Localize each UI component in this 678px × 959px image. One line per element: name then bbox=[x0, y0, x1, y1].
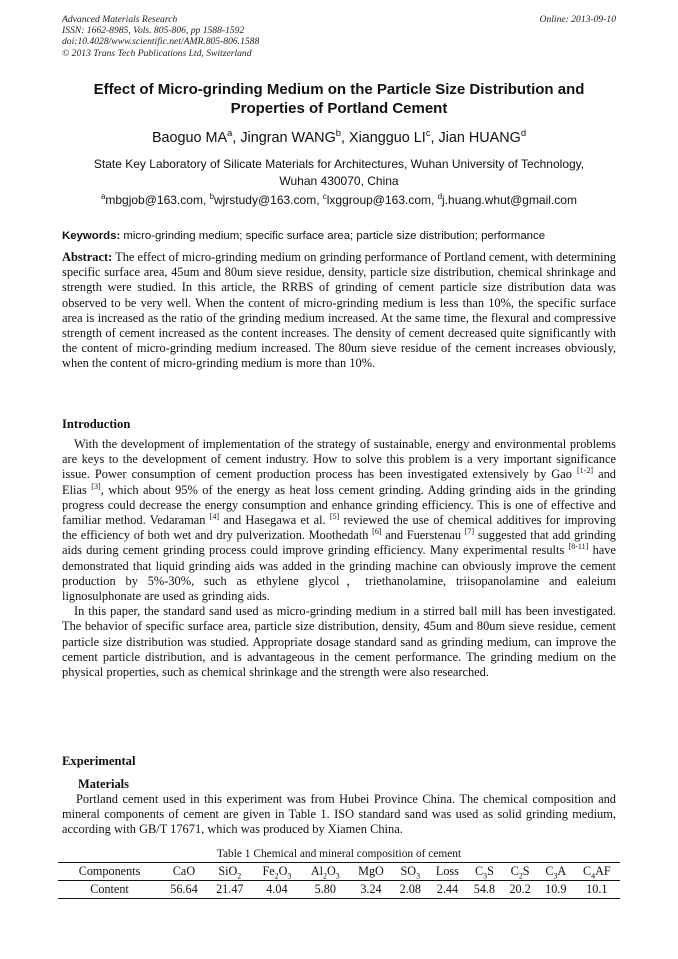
column-header: Loss bbox=[428, 863, 467, 881]
author-sup: d bbox=[520, 128, 527, 139]
email-address[interactable]: j.huang.whut@gmail.com bbox=[442, 193, 577, 207]
table-row bbox=[58, 881, 620, 899]
author-sup: a bbox=[227, 128, 233, 139]
citation: [6] bbox=[372, 527, 382, 537]
table-header-row bbox=[58, 863, 620, 881]
author-list: Baoguo $MA^a$, Jingran WANG$^b$, Xiangguo $LI^c$, Jian HUANG$^d$ bbox=[151, 128, 527, 146]
intro-text: suggested that add grinding aids during cement grinding process could improve grinding efficiency. Many experimental results bbox=[62, 528, 616, 558]
intro-text: and Elias bbox=[62, 467, 616, 497]
email-sup: b bbox=[209, 192, 214, 201]
column-header: $SO_3$ bbox=[392, 863, 428, 881]
column-header: $C_2S$ bbox=[502, 863, 538, 881]
journal-header bbox=[62, 14, 616, 59]
affiliation bbox=[62, 156, 616, 190]
column-header: $Al_2O_3$ bbox=[301, 863, 349, 881]
email-address[interactable]: lxggroup@163.com bbox=[326, 193, 432, 207]
table-cell: 5.80 bbox=[301, 881, 349, 899]
column-header: SiO$_2$ bbox=[207, 863, 253, 881]
intro-text: reviewed the use of chemical additives for improving the efficiency of both wet and dry pulverization. Moothedath bbox=[62, 513, 616, 543]
copyright-line: © 2013 Trans Tech Publications Ltd, Switzerland bbox=[62, 47, 252, 59]
introduction-heading: Introduction bbox=[62, 417, 131, 431]
email-address[interactable]: mbgjob@163.com bbox=[105, 193, 203, 207]
experimental-heading: Experimental bbox=[62, 754, 136, 768]
citation: [8-11] bbox=[568, 542, 589, 552]
affiliation-line-2: Wuhan 430070, China bbox=[279, 174, 399, 188]
column-header: $C_3S$ bbox=[467, 863, 503, 881]
keywords bbox=[62, 228, 616, 244]
affiliation-line-1: State Key Laboratory of Silicate Materials for Architectures, Wuhan University of Technology, bbox=[93, 157, 585, 171]
column-header: $C_3A$ bbox=[538, 863, 574, 881]
citation: [4] bbox=[209, 511, 220, 521]
intro-text: With the development of implementation of the strategy of sustainable, energy and environmental problems are keys to the development of cement industry. How to solve this problem is a very important significance issue. Power consumption of cement production process has been investigated extensively by Gao bbox=[62, 437, 616, 482]
column-header: $C_4AF$ bbox=[574, 863, 620, 881]
intro-paragraph-1 bbox=[62, 437, 616, 604]
author-name: Jian HUANG bbox=[438, 130, 521, 146]
table-cell: 54.8 bbox=[467, 881, 503, 899]
row-label: Content bbox=[58, 881, 161, 899]
table-cell: 2.08 bbox=[392, 881, 428, 899]
citation: [3] bbox=[91, 481, 101, 491]
email-sup: d bbox=[437, 192, 443, 201]
author-name: Baoguo MA bbox=[151, 130, 228, 146]
table-cell: 3.24 bbox=[349, 881, 392, 899]
table-cell: 10.1 bbox=[574, 881, 620, 899]
intro-paragraph-2: In this paper, the standard sand used as micro-grinding medium in a stirred ball mill has been investigated. The behavior of specific surface area, particle size distribution, density, 45um and 80um sieve residue, cement particle size distribution was studied. Appropriate dosage standard sand as grinding medium, can improve the cement particle distribution, and is advantageous in the cement performance. The grinding medium on the physical properties, such as chemical shrinkage and the strength were also researched. bbox=[62, 604, 616, 680]
intro-text: and Fuerstenau bbox=[385, 528, 462, 543]
table-cell: 56.64 bbox=[161, 881, 207, 899]
citation: [5] bbox=[329, 511, 340, 521]
table-cell: 4.04 bbox=[253, 881, 301, 899]
abstract bbox=[62, 250, 616, 372]
doi-line: doi:10.4028/www.scientific.net/AMR.805-806.1588 bbox=[62, 36, 260, 48]
abstract-text: The effect of micro-grinding medium on grinding performance of Portland cement, with determining specific surface area, 45um and 80um sieve residue, density, particle size distribution, chemical shrinkage and strength were studied. In this article, the RRBS of grinding of cement particle size distribution data was observed to be very well. When the content of micro-grinding medium is less than 10%, the specific surface area is increased as the ratio of the grinding medium increased. At the same time, the flexural and compressive strength of cement increased as the content increases. The density of cement decreased quite significantly with the content of micro-grinding medium increased. The 80um sieve residue of the cement increases obviously, when the content of micro-grinding medium is more than 10%. bbox=[62, 250, 616, 371]
composition-table bbox=[58, 862, 620, 899]
table-cell: 21.47 bbox=[207, 881, 253, 899]
paper-title bbox=[62, 80, 616, 118]
row-label: Components bbox=[58, 863, 161, 881]
author-name: Xiangguo LI bbox=[348, 130, 426, 146]
table-cell: 20.2 bbox=[502, 881, 538, 899]
materials-subheading: Materials bbox=[78, 777, 129, 791]
column-header: CaO bbox=[161, 863, 207, 881]
author-sup: c bbox=[425, 128, 431, 139]
citation: [7] bbox=[464, 527, 475, 537]
column-header: MgO bbox=[349, 863, 392, 881]
title-line-1: Effect of Micro-grinding Medium on the Particle Size Distribution and bbox=[93, 81, 585, 98]
issn-line: ISSN: 1662-8985, Vols. 805-806, pp 1588-1592 bbox=[62, 25, 245, 37]
abstract-label: Abstract: bbox=[62, 250, 113, 264]
intro-text: and Hasegawa et al. bbox=[223, 513, 326, 528]
table-cell: 2.44 bbox=[428, 881, 467, 899]
journal-name: Advanced Materials Research bbox=[62, 14, 178, 25]
keywords-label: Keywords: bbox=[62, 230, 121, 242]
email-address[interactable]: wjrstudy@163.com bbox=[213, 193, 317, 207]
email-sup: a bbox=[101, 192, 106, 201]
author-name: Jingran WANG bbox=[240, 130, 336, 146]
column-header: $Fe_2O_3$ bbox=[253, 863, 301, 881]
keywords-text: micro-grinding medium; specific surface area; particle size distribution; performance bbox=[123, 230, 546, 242]
materials-text: Portland cement used in this experiment was from Hubei Province China. The chemical composition and mineral components of cement are given in Table 1. ISO standard sand was used as solid grinding medium, according with GB/T 17671, which was produced by Xiamen China. bbox=[62, 792, 616, 837]
table-cell: 10.9 bbox=[538, 881, 574, 899]
intro-text: have demonstrated that liquid grinding aids was added in the grinding machine can obviously improve the cement production by 5%-30%, such as ethylene glycol，triethanolamine, triisopanolamine and ealeium lignosulphonate are used as grinding aids. bbox=[62, 543, 616, 604]
author-sup: b bbox=[335, 128, 341, 139]
citation: [1-2] bbox=[576, 466, 594, 476]
table-caption: Table 1 Chemical and mineral composition of cement bbox=[216, 848, 462, 860]
online-date: Online: 2013-09-10 bbox=[539, 14, 616, 25]
title-line-2: Properties of Portland Cement bbox=[230, 100, 448, 117]
introduction-body bbox=[62, 437, 616, 680]
email-sup: c bbox=[322, 192, 327, 201]
email-list: $^a$mbgjob@163.com, $^b$wjrstudy@163.com, $^c$lxggroup@163.com, $^d$j.huang.whut@gmail.com bbox=[101, 192, 577, 207]
intro-text: , which about 95% of the energy as heat loss cement grinding. Adding grinding aids in the grinding progress could decrease the energy consumption and enhance grinding efficiency. This is one of effective and familiar method. Vedaraman bbox=[62, 482, 616, 528]
